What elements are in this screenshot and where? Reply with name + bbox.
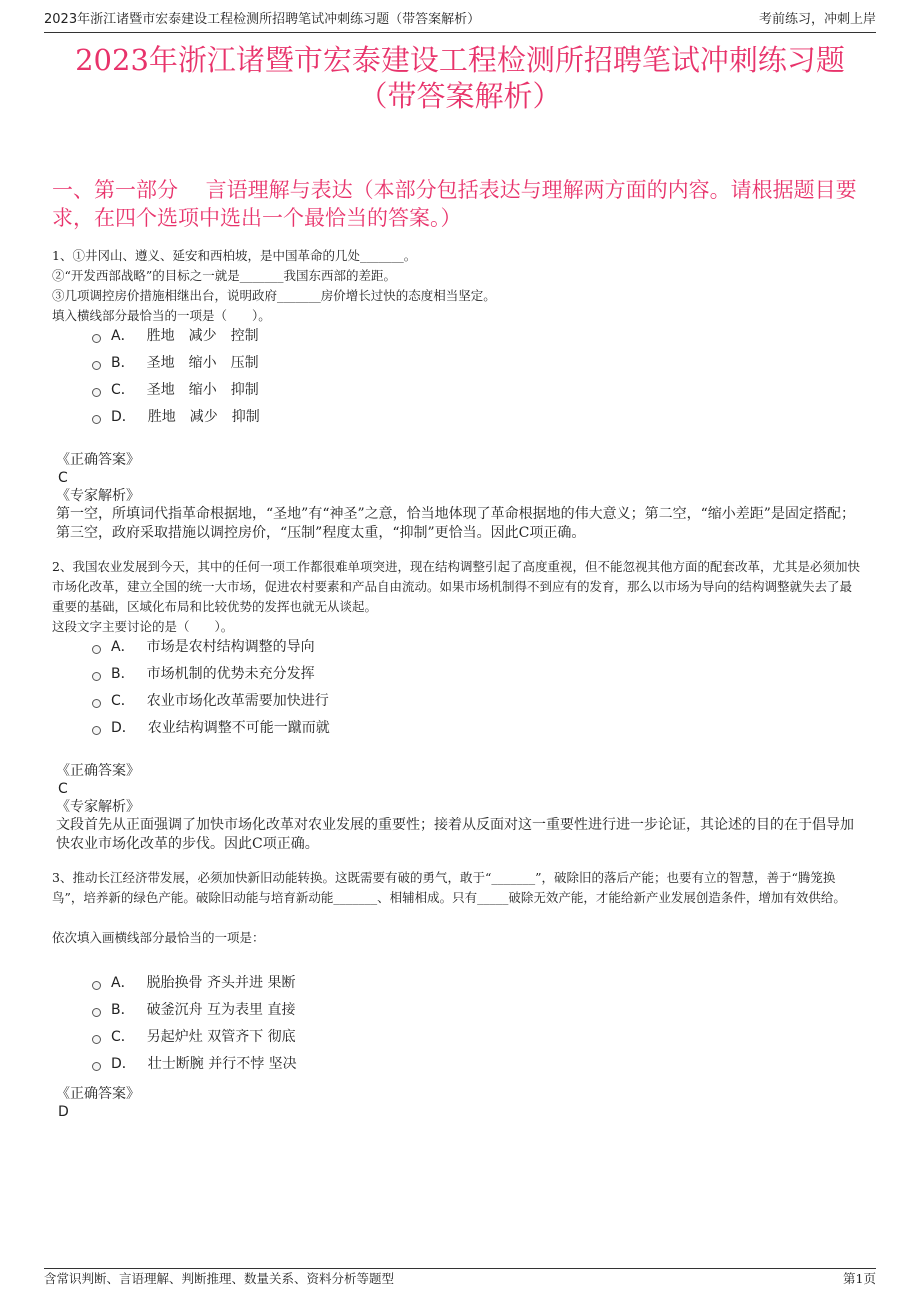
radio-button[interactable] (92, 1062, 101, 1071)
question-1-options (92, 323, 260, 431)
question-stem-line: ②“开发西部战略”的目标之一就是_______我国东西部的差距。 (52, 268, 397, 283)
footer-topics: 含常识判断、言语理解、判断推理、数量关系、资料分析等题型 (44, 1271, 395, 1286)
question-stem-line: 填入横线部分最恰当的一项是（ ）。 (52, 308, 271, 323)
option-b[interactable]: B． 市场机制的优势未充分发挥 (92, 661, 330, 688)
question-1-answer-block (56, 451, 864, 543)
document-title (40, 42, 880, 114)
radio-button[interactable] (92, 361, 101, 370)
option-d[interactable]: D． 农业结构调整不可能一蹴而就 (92, 715, 330, 742)
question-2-stem (52, 557, 864, 637)
option-d[interactable]: D． 壮士断腕 并行不悖 坚决 (92, 1051, 297, 1078)
document-title-line1: 2023年浙江诸暨市宏泰建设工程检测所招聘笔试冲刺练习题 (75, 43, 845, 77)
option-b[interactable]: B． 圣地 缩小 压制 (92, 350, 260, 377)
radio-button[interactable] (92, 415, 101, 424)
answer-value: C (58, 781, 68, 797)
question-2-options (92, 634, 330, 742)
question-1-stem (52, 246, 864, 326)
analysis-text: 第一空，所填词代指革命根据地，“圣地”有“神圣”之意，恰当地体现了革命根据地的伟大意义；第二空，“缩小差距”是固定搭配；第三空，政府采取措施以调控房价，“压制”程度太重，“抑制”更恰当。因此C项正确。 (56, 506, 855, 541)
question-stem-line: 依次填入画横线部分最恰当的一项是： (52, 930, 265, 945)
answer-label: 《正确答案》 (56, 763, 140, 779)
option-b[interactable]: B． 破釜沉舟 互为表里 直接 (92, 997, 297, 1024)
answer-value: D (58, 1104, 69, 1120)
page-header (44, 10, 876, 33)
analysis-text: 文段首先从正面强调了加快市场化改革对农业发展的重要性；接着从反面对这一重要性进行进一步论证，其论述的目的在于倡导加快农业市场化改革的步伐。因此C项正确。 (56, 817, 854, 852)
radio-button[interactable] (92, 645, 101, 654)
option-a[interactable]: A． 脱胎换骨 齐头并进 果断 (92, 970, 297, 997)
question-stem-line (52, 908, 864, 928)
analysis-label: 《专家解析》 (56, 488, 140, 504)
option-a[interactable]: A． 市场是农村结构调整的导向 (92, 634, 330, 661)
question-stem-line: 3、推动长江经济带发展，必须加快新旧动能转换。这既需要有破的勇气，敢于“_______”，破除旧的落后产能；也要有立的智慧，善于“腾笼换鸟”，培养新的绿色产能。破除旧动能与培育新动能_______、相辅相成。只有_____破除无效产能，才能给新产业发展创造条件，增加有效供给。 (52, 870, 846, 905)
question-stem-line: ③几项调控房价措施相继出台，说明政府_______房价增长过快的态度相当坚定。 (52, 288, 496, 303)
question-stem-line: 这段文字主要讨论的是（ ）。 (52, 619, 234, 634)
header-slogan: 考前练习，冲刺上岸 (758, 12, 876, 27)
question-stem-line: 1、①井冈山、遵义、延安和西柏坡，是中国革命的几处_______。 (52, 248, 417, 263)
question-stem-line: 2、我国农业发展到今天，其中的任何一项工作都很难单项突进，现在结构调整引起了高度重视，但不能忽视其他方面的配套改革，尤其是必须加快市场化改革，建立全国的统一大市场，促进农村要素和产品自由流动。如果市场机制得不到应有的发育，那么以市场为导向的结构调整就失去了最重要的基础，区域化布局和比较优势的发挥也就无从谈起。 (52, 559, 860, 614)
radio-button[interactable] (92, 334, 101, 343)
radio-button[interactable] (92, 672, 101, 681)
option-c[interactable]: C． 另起炉灶 双管齐下 彻底 (92, 1024, 297, 1051)
option-d[interactable]: D． 胜地 减少 抑制 (92, 404, 260, 431)
answer-label: 《正确答案》 (56, 1086, 140, 1102)
question-3-stem (52, 868, 864, 948)
option-a[interactable]: A． 胜地 减少 控制 (92, 323, 260, 350)
radio-button[interactable] (92, 726, 101, 735)
radio-button[interactable] (92, 699, 101, 708)
analysis-label: 《专家解析》 (56, 799, 140, 815)
radio-button[interactable] (92, 1008, 101, 1017)
radio-button[interactable] (92, 388, 101, 397)
radio-button[interactable] (92, 1035, 101, 1044)
header-doc-title: 2023年浙江诸暨市宏泰建设工程检测所招聘笔试冲刺练习题（带答案解析） (44, 12, 481, 27)
option-c[interactable]: C． 农业市场化改革需要加快进行 (92, 688, 330, 715)
answer-value: C (58, 470, 68, 486)
answer-label: 《正确答案》 (56, 452, 140, 468)
page-number: 第1页 (843, 1271, 876, 1286)
page-footer (44, 1268, 876, 1289)
question-3-options (92, 970, 297, 1078)
question-2-answer-block (56, 762, 864, 854)
question-3-answer-block (56, 1085, 864, 1121)
radio-button[interactable] (92, 981, 101, 990)
option-c[interactable]: C． 圣地 缩小 抑制 (92, 377, 260, 404)
section-title: 一、第一部分 言语理解与表达（本部分包括表达与理解两方面的内容。请根据题目要求，在四个选项中选出一个最恰当的答案。） (52, 178, 857, 230)
document-title-line2: （带答案解析） (358, 79, 562, 113)
